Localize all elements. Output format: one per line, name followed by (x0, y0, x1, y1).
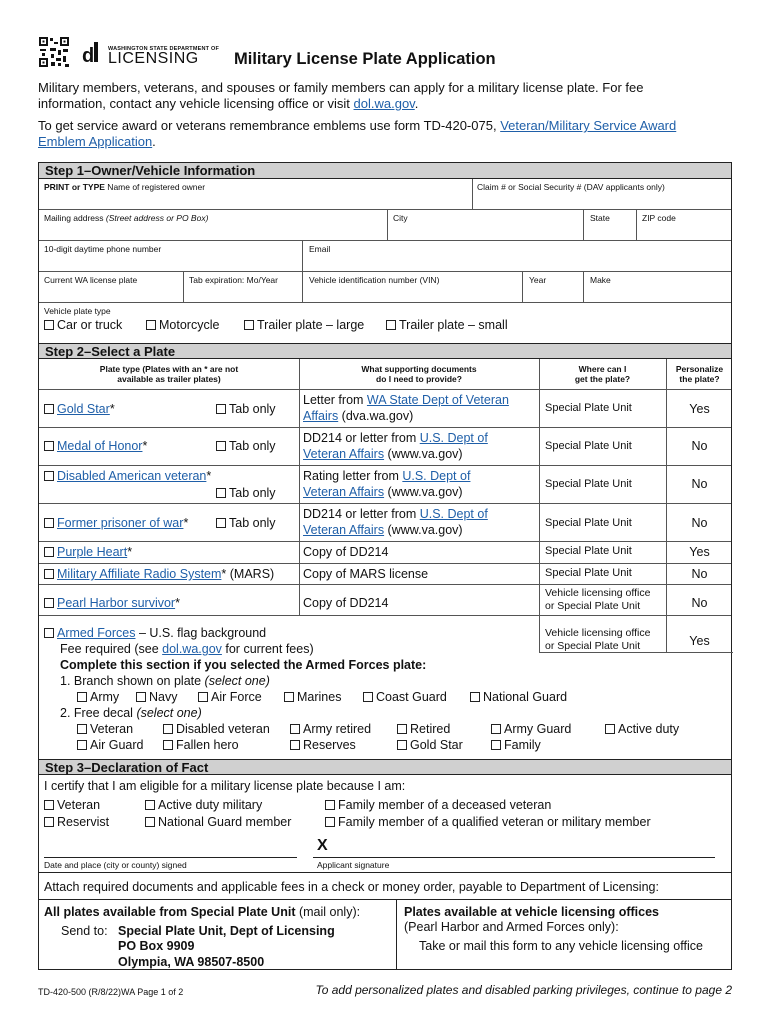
checkbox[interactable] (290, 740, 300, 750)
dol-link[interactable]: dol.wa.gov (353, 96, 415, 111)
step1-heading: Step 1–Owner/Vehicle Information (39, 163, 731, 179)
licensing-office-heading: Plates available at vehicle licensing offices (404, 905, 659, 919)
checkbox[interactable] (44, 569, 54, 579)
checkbox[interactable] (145, 817, 155, 827)
branch-marines[interactable]: Marines (284, 689, 341, 705)
plate-purple-heart[interactable]: Purple Heart* (44, 544, 132, 560)
intro-text: information, contact any vehicle licensing office or visit (38, 96, 354, 111)
checkbox[interactable] (44, 628, 54, 638)
checkbox[interactable] (163, 740, 173, 750)
checkbox[interactable] (216, 488, 226, 498)
tab-expiration-label: Tab expiration: Mo/Year (189, 275, 278, 285)
armed-forces-instructions: Complete this section if you selected the Armed Forces plate: (60, 658, 427, 672)
intro-text: . (414, 96, 419, 111)
disabled-veteran-tab-only[interactable]: Tab only (216, 485, 276, 501)
special-plate-unit-heading: All plates available from Special Plate Unit (mail only): (44, 905, 361, 919)
checkbox[interactable] (325, 817, 335, 827)
attach-instructions: Attach required documents and applicable fees in a check or money order, payable to Department of Licensing: (44, 880, 659, 894)
plate-armed-forces[interactable]: Armed Forces – U.S. flag background (44, 625, 266, 641)
branch-navy[interactable]: Navy (136, 689, 177, 705)
plate-type-label: Vehicle plate type (44, 306, 111, 316)
current-plate-label: Current WA license plate (44, 275, 138, 285)
certify-text: I certify that I am eligible for a military license plate because I am: (44, 779, 406, 793)
checkbox[interactable] (44, 547, 54, 557)
intro-text: To get service award or veterans remembrance emblems use form TD-420-075, (38, 118, 501, 133)
intro-paragraph-1 (38, 80, 738, 112)
purple-heart-personalize: Yes (689, 545, 710, 559)
checkbox[interactable] (77, 692, 87, 702)
owner-name-label: PRINT or TYPE Name of registered owner (44, 182, 206, 192)
medal-of-honor-tab-only[interactable]: Tab only (216, 438, 276, 454)
checkbox[interactable] (216, 518, 226, 528)
state-label: State (590, 213, 610, 223)
claim-number-label: Claim # or Social Security # (DAV applicants only) (477, 182, 665, 192)
checkbox[interactable] (397, 724, 407, 734)
plate-type-motorcycle[interactable]: Motorcycle (146, 317, 219, 333)
disabled-veteran-docs: Rating letter from U.S. Dept of Veteran Affairs (www.va.gov) (303, 469, 471, 499)
plate-mars[interactable]: Military Affiliate Radio System* (MARS) (44, 566, 274, 582)
continue-note: To add personalized plates and disabled parking privileges, continue to page 2 (315, 983, 732, 997)
checkbox[interactable] (216, 441, 226, 451)
checkbox[interactable] (491, 724, 501, 734)
declare-family-qualified[interactable]: Family member of a qualified veteran or military member (325, 814, 651, 830)
pearl-harbor-personalize: No (691, 596, 708, 610)
page-title: Military License Plate Application (234, 50, 496, 68)
address-line-1: Special Plate Unit, Dept of Licensing (118, 924, 335, 938)
state-field[interactable] (584, 223, 636, 240)
vin-label: Vehicle identification number (VIN) (309, 275, 440, 285)
checkbox[interactable] (44, 320, 54, 330)
decal-fallen-hero[interactable]: Fallen hero (163, 737, 239, 753)
plate-medal-of-honor[interactable]: Medal of Honor* (44, 438, 147, 454)
decal-veteran[interactable]: Veteran (77, 721, 133, 737)
checkbox[interactable] (491, 740, 501, 750)
medal-of-honor-personalize: No (691, 439, 708, 453)
checkbox[interactable] (284, 692, 294, 702)
vin-field[interactable] (303, 285, 522, 302)
mailing-address-label: Mailing address (Street address or PO Box) (44, 213, 209, 223)
year-label: Year (529, 275, 547, 285)
address-line-2: PO Box 9909 (118, 939, 195, 953)
declare-family-deceased[interactable]: Family member of a deceased veteran (325, 797, 551, 813)
pow-where: Special Plate Unit (545, 517, 632, 529)
decal-air-guard[interactable]: Air Guard (77, 737, 144, 753)
declare-veteran[interactable]: Veteran (44, 797, 100, 813)
declare-national-guard[interactable]: National Guard member (145, 814, 291, 830)
intro-text: . (152, 134, 156, 149)
checkbox[interactable] (146, 320, 156, 330)
pearl-harbor-where: Vehicle licensing office or Special Plate Unit (545, 587, 651, 612)
checkbox[interactable] (470, 692, 480, 702)
purple-heart-docs: Copy of DD214 (303, 545, 389, 559)
emblem-application-link-2[interactable]: Emblem Application (38, 134, 153, 149)
armed-forces-where: Vehicle licensing office or Special Plate Unit (545, 627, 651, 652)
zip-label: ZIP code (642, 213, 676, 223)
email-label: Email (309, 244, 331, 254)
make-label: Make (590, 275, 611, 285)
checkbox[interactable] (44, 817, 54, 827)
checkbox[interactable] (44, 518, 54, 528)
col-where-header: Where can I get the plate? (574, 364, 631, 384)
purple-heart-where: Special Plate Unit (545, 545, 632, 557)
checkbox[interactable] (77, 724, 87, 734)
declare-active-duty[interactable]: Active duty military (145, 797, 262, 813)
city-field[interactable] (388, 223, 583, 240)
decal-family[interactable]: Family (491, 737, 541, 753)
logo-name-text: LICENSING (108, 50, 199, 67)
col-documents-header: What supporting documents do I need to provide? (361, 364, 477, 384)
checkbox[interactable] (44, 404, 54, 414)
gold-star-docs: Letter from WA State Dept of Veteran Affairs (dva.wa.gov) (303, 393, 509, 423)
decal-reserves[interactable]: Reserves (290, 737, 356, 753)
disabled-veteran-personalize: No (691, 477, 708, 491)
checkbox[interactable] (44, 471, 54, 481)
branch-national-guard[interactable]: National Guard (470, 689, 567, 705)
emblem-application-link[interactable]: Veteran/Military Service Award (500, 118, 677, 133)
mars-where: Special Plate Unit (545, 567, 632, 579)
checkbox[interactable] (386, 320, 396, 330)
gold-star-where: Special Plate Unit (545, 402, 632, 414)
checkbox[interactable] (198, 692, 208, 702)
signature-label: Applicant signature (317, 860, 390, 870)
tab-expiration-field[interactable] (184, 285, 302, 302)
checkbox[interactable] (363, 692, 373, 702)
phone-field[interactable] (39, 254, 302, 271)
zip-field[interactable] (637, 223, 731, 240)
medal-of-honor-docs: DD214 or letter from U.S. Dept of Veteran Affairs (www.va.gov) (303, 431, 488, 461)
licensing-office-note: (Pearl Harbor and Armed Forces only): (404, 920, 619, 934)
disabled-veteran-where: Special Plate Unit (545, 478, 632, 490)
gold-star-personalize: Yes (689, 402, 710, 416)
plate-type-trailer-small[interactable]: Trailer plate – small (386, 317, 508, 333)
plate-type-trailer-large[interactable]: Trailer plate – large (244, 317, 364, 333)
decal-army-retired[interactable]: Army retired (290, 721, 371, 737)
checkbox[interactable] (145, 800, 155, 810)
armed-forces-fee: Fee required (see dol.wa.gov for current fees) (60, 642, 314, 656)
signature-x-mark: X (317, 837, 328, 854)
step2-heading: Step 2–Select a Plate (39, 343, 731, 359)
branch-label: 1. Branch shown on plate (select one) (60, 674, 270, 688)
decal-army-guard[interactable]: Army Guard (491, 721, 571, 737)
form-id: TD-420-500 (R/8/22)WA Page 1 of 2 (38, 987, 184, 997)
medal-of-honor-where: Special Plate Unit (545, 440, 632, 452)
checkbox[interactable] (605, 724, 615, 734)
licensing-office-instructions: Take or mail this form to any vehicle licensing office (419, 939, 703, 953)
mars-personalize: No (691, 567, 708, 581)
mailing-address-field[interactable] (39, 223, 387, 240)
phone-label: 10-digit daytime phone number (44, 244, 162, 254)
checkbox[interactable] (325, 800, 335, 810)
email-field[interactable] (303, 254, 731, 271)
current-plate-field[interactable] (39, 285, 183, 302)
col-personalize-header: Personalize the plate? (675, 364, 724, 384)
plate-former-prisoner-of-war[interactable]: Former prisoner of war* (44, 515, 188, 531)
applicant-signature-field[interactable] (313, 835, 715, 857)
plate-type-car[interactable]: Car or truck (44, 317, 122, 333)
decal-active-duty[interactable]: Active duty (605, 721, 679, 737)
decal-label: 2. Free decal (select one) (60, 706, 202, 720)
send-to-label: Send to: (61, 924, 108, 938)
owner-name-field[interactable] (39, 191, 472, 209)
application-form (38, 162, 732, 970)
checkbox[interactable] (136, 692, 146, 702)
checkbox[interactable] (77, 740, 87, 750)
mars-docs: Copy of MARS license (303, 567, 429, 581)
branch-coast-guard[interactable]: Coast Guard (363, 689, 447, 705)
intro-paragraph-2 (38, 118, 738, 150)
intro-text: Military members, veterans, and spouses or family members can apply for a military license plate. For fee (38, 80, 644, 95)
checkbox[interactable] (163, 724, 173, 734)
step3-heading: Step 3–Declaration of Fact (39, 759, 731, 775)
logo-dept-text: WASHINGTON STATE DEPARTMENT OF (108, 46, 220, 52)
checkbox[interactable] (44, 598, 54, 608)
address-line-3: Olympia, WA 98507-8500 (118, 955, 265, 969)
checkbox[interactable] (397, 740, 407, 750)
city-label: City (393, 213, 408, 223)
checkbox[interactable] (44, 441, 54, 451)
pow-personalize: No (691, 516, 708, 530)
year-field[interactable] (523, 285, 583, 302)
pearl-harbor-docs: Copy of DD214 (303, 596, 389, 610)
plate-disabled-american-veteran[interactable]: Disabled American veteran* (44, 468, 211, 484)
qr-code-icon (38, 36, 70, 68)
branch-air-force[interactable]: Air Force (198, 689, 262, 705)
plate-pearl-harbor[interactable]: Pearl Harbor survivor* (44, 595, 180, 611)
svg-text:d: d (82, 45, 95, 66)
checkbox[interactable] (244, 320, 254, 330)
date-place-field[interactable] (44, 835, 297, 857)
checkbox[interactable] (44, 800, 54, 810)
plate-gold-star[interactable]: Gold Star* (44, 401, 115, 417)
decal-retired[interactable]: Retired (397, 721, 450, 737)
decal-gold-star[interactable]: Gold Star (397, 737, 463, 753)
declare-reservist[interactable]: Reservist (44, 814, 109, 830)
decal-disabled-veteran[interactable]: Disabled veteran (163, 721, 270, 737)
make-field[interactable] (584, 285, 731, 302)
claim-number-field[interactable] (473, 191, 731, 209)
pow-tab-only[interactable]: Tab only (216, 515, 276, 531)
checkbox[interactable] (216, 404, 226, 414)
date-place-label: Date and place (city or county) signed (44, 860, 187, 870)
checkbox[interactable] (290, 724, 300, 734)
branch-army[interactable]: Army (77, 689, 119, 705)
armed-forces-personalize: Yes (689, 634, 710, 648)
page-header (38, 34, 738, 74)
col-plate-type-header: Plate type (Plates with an * are not available as trailer plates) (99, 364, 239, 384)
pow-docs: DD214 or letter from U.S. Dept of Veteran Affairs (www.va.gov) (303, 507, 488, 537)
gold-star-tab-only[interactable]: Tab only (216, 401, 276, 417)
